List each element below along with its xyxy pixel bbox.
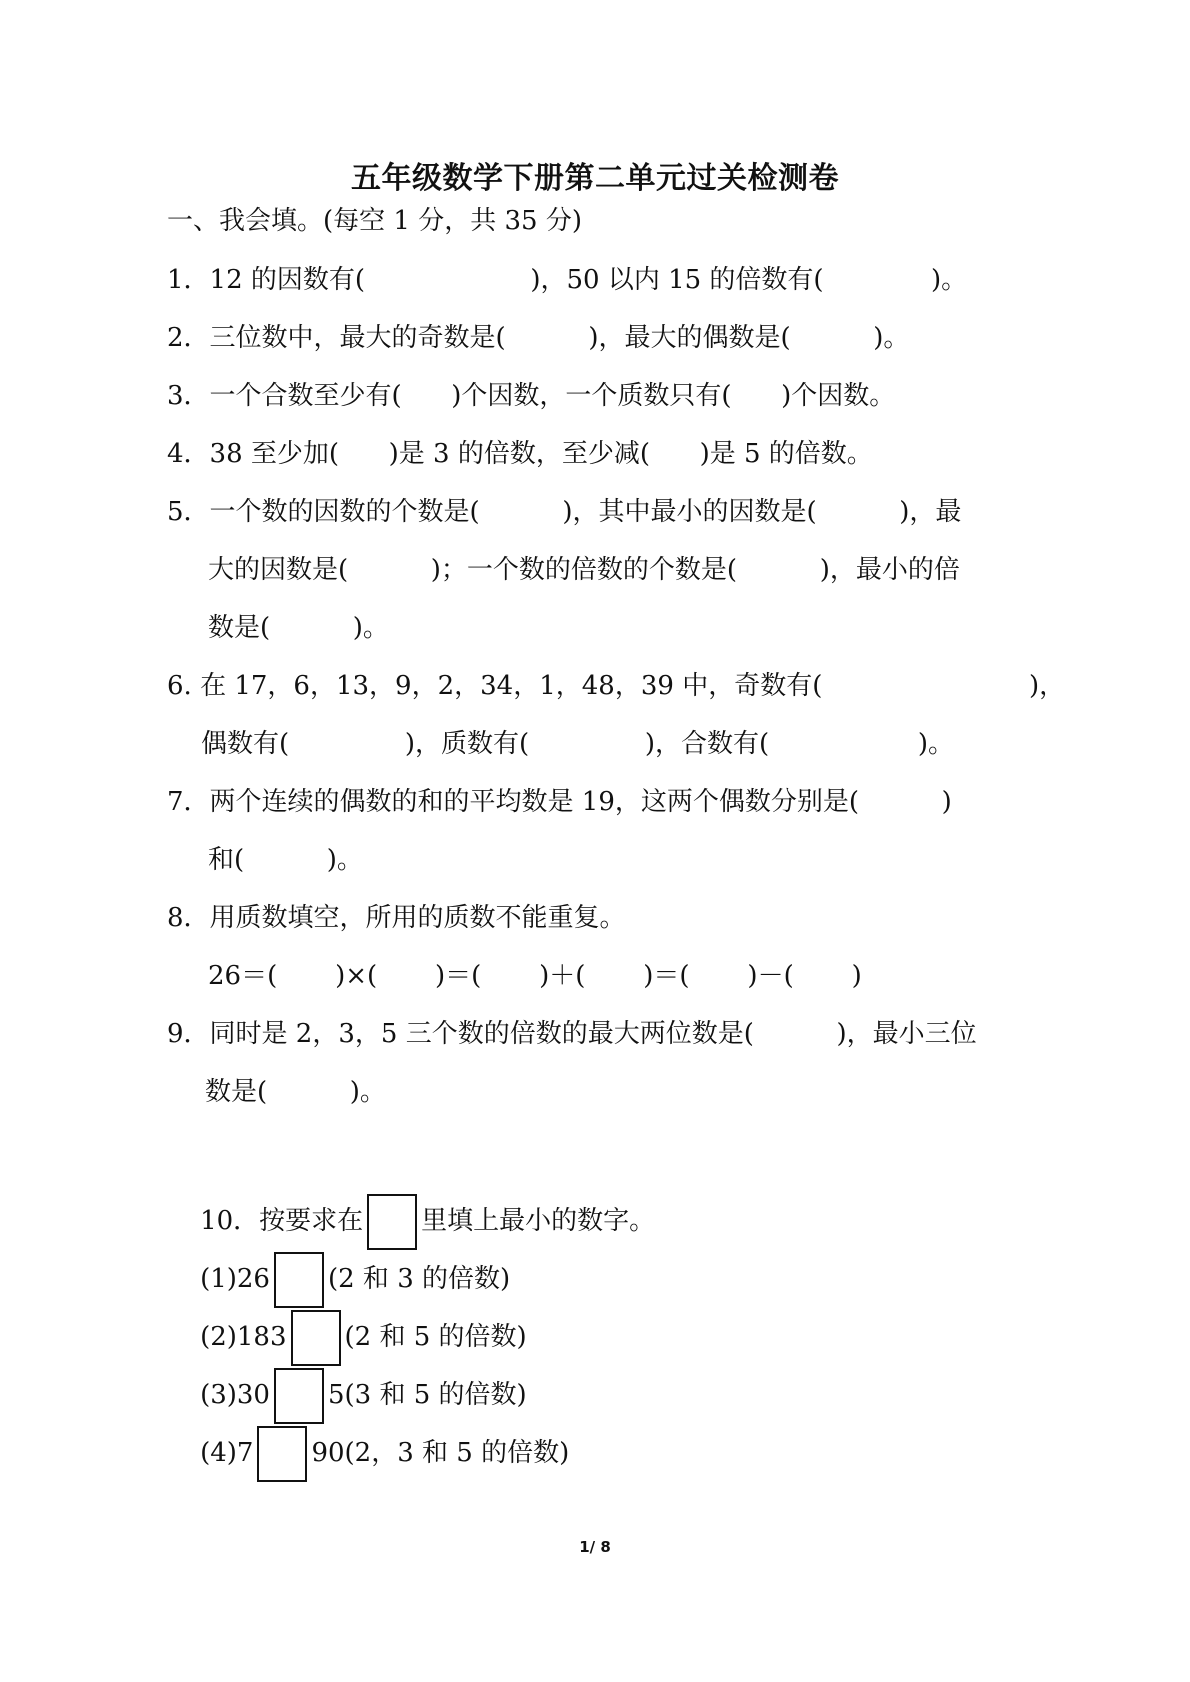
question-10-3: [167, 1305, 527, 1410]
question-1: 1．12 的因数有( )，50 以内 15 的倍数有( )。: [167, 265, 968, 295]
question-10-3-suffix: 5(3 和 5 的倍数): [327, 1380, 527, 1410]
question-9-line-1: 9．同时是 2，3，5 三个数的倍数的最大两位数是( )，最小三位: [167, 1019, 977, 1049]
question-2: 2．三位数中，最大的奇数是( )，最大的偶数是( )。: [167, 323, 910, 353]
question-8-line-1: 8．用质数填空，所用的质数不能重复。: [167, 903, 626, 933]
question-10-1-suffix: (2 和 3 的倍数): [327, 1264, 511, 1294]
question-10-1: [167, 1189, 511, 1294]
page-title: 五年级数学下册第二单元过关检测卷: [351, 161, 839, 196]
question-5-line-2: 大的因数是( )；一个数的倍数的个数是( )，最小的倍: [208, 555, 960, 585]
question-10-text-after: 里填上最小的数字。: [421, 1206, 656, 1236]
section-heading: 一、我会填。(每空 1 分，共 35 分): [167, 206, 582, 236]
answer-box-4[interactable]: [257, 1426, 307, 1482]
question-10-3-prefix: (3)30: [200, 1380, 270, 1410]
question-10-4-suffix: 90(2，3 和 5 的倍数): [311, 1438, 570, 1468]
page-number: 1/ 8: [579, 1538, 611, 1556]
question-10-2: [167, 1247, 527, 1352]
question-10-4: [167, 1363, 570, 1468]
question-10-text-before: 10．按要求在: [200, 1206, 364, 1236]
question-10-4-prefix: (4)7: [200, 1438, 254, 1468]
question-6-line-1: 6. 在 17，6，13，9，2，34，1，48，39 中，奇数有( )，: [167, 671, 1066, 701]
question-10-2-prefix: (2)183: [200, 1322, 287, 1352]
question-9-line-2: 数是( )。: [205, 1077, 386, 1107]
question-10-heading: [167, 1131, 656, 1236]
question-10-2-suffix: (2 和 5 的倍数): [344, 1322, 527, 1352]
question-6-line-2: 偶数有( )，质数有( )，合数有( )。: [201, 729, 955, 759]
question-10-1-prefix: (1)26: [200, 1264, 270, 1294]
question-5-line-1: 5．一个数的因数的个数是( )，其中最小的因数是( )，最: [167, 497, 962, 527]
question-7-line-1: 7．两个连续的偶数的和的平均数是 19，这两个偶数分别是( ): [167, 787, 952, 817]
question-4: 4．38 至少加( )是 3 的倍数，至少减( )是 5 的倍数。: [167, 439, 873, 469]
question-8-equation: 26＝( )×( )＝( )＋( )＝( )－( ): [208, 961, 862, 991]
question-7-line-2: 和( )。: [208, 845, 363, 875]
question-5-line-3: 数是( )。: [208, 613, 389, 643]
question-3: 3．一个合数至少有( )个因数，一个质数只有( )个因数。: [167, 381, 896, 411]
